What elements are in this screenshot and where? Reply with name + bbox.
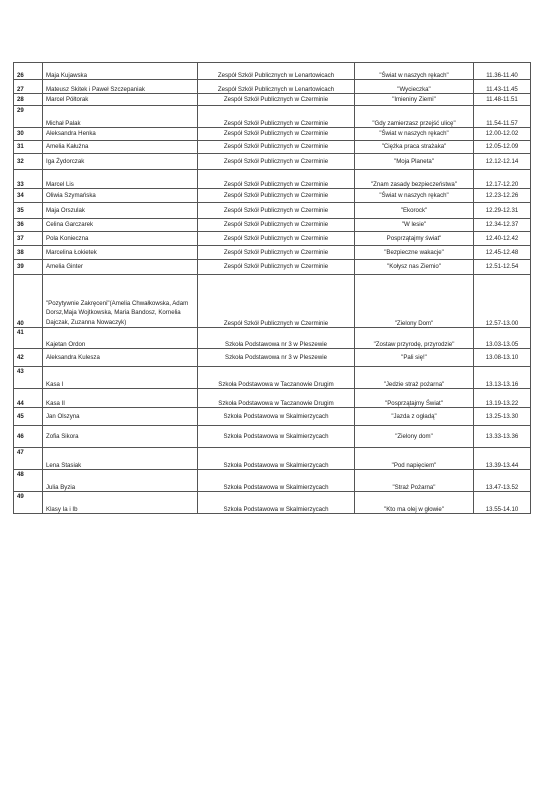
time-slot: 13.13-13.16 — [474, 367, 531, 389]
table-row — [14, 492, 531, 514]
performer-name: Maja Kujawska — [43, 63, 198, 80]
school-name: Zespół Szkół Publicznych w Czerminie — [198, 260, 355, 275]
performer-name: Kasa I — [43, 367, 198, 389]
time-slot: 11.48-11.51 — [474, 94, 531, 106]
performer-name: Aleksandra Kulesza — [43, 349, 198, 367]
performance-title: "Świat w naszych rękach" — [355, 128, 474, 141]
time-slot: 12.57-13.00 — [474, 275, 531, 328]
row-number: 45 — [14, 408, 43, 426]
performance-title: "Ciężka praca strażaka" — [355, 141, 474, 154]
table-row — [14, 349, 531, 367]
row-number: 31 — [14, 141, 43, 154]
table-row — [14, 154, 531, 170]
performance-title: Posprzątajmy świat" — [355, 232, 474, 246]
time-slot: 13.25-13.30 — [474, 408, 531, 426]
school-name: Zespół Szkół Publicznych w Czerminie — [198, 246, 355, 260]
table-row — [14, 260, 531, 275]
row-number: 43 — [14, 367, 43, 389]
row-number: 28 — [14, 94, 43, 106]
performer-name: Zofia Sikora — [43, 426, 198, 448]
school-name: Zespół Szkół Publicznych w Czerminie — [198, 275, 355, 328]
performance-title: "Pali się!" — [355, 349, 474, 367]
school-name: Zespół Szkół Publicznych w Czerminie — [198, 154, 355, 170]
table-row — [14, 275, 531, 328]
performer-name: Amelia Kałużna — [43, 141, 198, 154]
performance-title: "Znam zasady bezpieczeństwa" — [355, 170, 474, 189]
table-row — [14, 141, 531, 154]
row-number: 37 — [14, 232, 43, 246]
performance-title: "Moja Planeta" — [355, 154, 474, 170]
performer-name: Iga Żydorczak — [43, 154, 198, 170]
performance-title: "Posprzątajmy Świat" — [355, 389, 474, 408]
performer-name: Aleksandra Henka — [43, 128, 198, 141]
performance-title: "Imieniny Ziemi" — [355, 94, 474, 106]
school-name: Zespół Szkół Publicznych w Czerminie — [198, 170, 355, 189]
school-name: Zespół Szkół Publicznych w Czerminie — [198, 94, 355, 106]
performer-name: Mateusz Skitek i Paweł Szczepaniak — [43, 80, 198, 94]
performance-title: "Ekorock" — [355, 203, 474, 219]
school-name: Zespół Szkół Publicznych w Czerminie — [198, 232, 355, 246]
table-row — [14, 246, 531, 260]
row-number: 30 — [14, 128, 43, 141]
row-number: 32 — [14, 154, 43, 170]
performance-title: "Gdy zamierzasz przejść ulicę" — [355, 106, 474, 128]
performance-title: "W lesie" — [355, 219, 474, 232]
time-slot: 11.36-11.40 — [474, 63, 531, 80]
row-number: 46 — [14, 426, 43, 448]
row-number: 29 — [14, 106, 43, 128]
performer-name: Oliwia Szymańska — [43, 189, 198, 203]
performer-name: Michał Palak — [43, 106, 198, 128]
row-number: 35 — [14, 203, 43, 219]
performance-title: "Jazda z ogładą" — [355, 408, 474, 426]
time-slot: 12.51-12.54 — [474, 260, 531, 275]
performance-title: "Pod napięciem" — [355, 448, 474, 470]
table-row — [14, 232, 531, 246]
time-slot: 13.55-14.10 — [474, 492, 531, 514]
table-row — [14, 408, 531, 426]
performer-name: "Pozytywnie Zakręceni"(Amelia Chwałkowska, Adam Dorsz,Maja Wojtkowska, Maria Bandosz, Kornelia Dajczak, Zuzanna Nowaczyk) — [43, 275, 198, 328]
table-row — [14, 203, 531, 219]
time-slot: 13.39-13.44 — [474, 448, 531, 470]
row-number: 48 — [14, 470, 43, 492]
time-slot: 12.12-12.14 — [474, 154, 531, 170]
time-slot: 13.33-13.36 — [474, 426, 531, 448]
school-name: Szkoła Podstawowa w Taczanowie Drugim — [198, 389, 355, 408]
performance-title: "Straż Pożarna" — [355, 470, 474, 492]
performance-schedule-table — [13, 62, 531, 514]
school-name: Zespół Szkół Publicznych w Czerminie — [198, 189, 355, 203]
table-row — [14, 367, 531, 389]
performer-name: Kasa II — [43, 389, 198, 408]
performance-title: "Kołysz nas Ziemio" — [355, 260, 474, 275]
time-slot: 11.54-11.57 — [474, 106, 531, 128]
time-slot: 12.34-12.37 — [474, 219, 531, 232]
performer-name: Jan Olszyna — [43, 408, 198, 426]
time-slot: 11.43-11.45 — [474, 80, 531, 94]
school-name: Szkoła Podstawowa nr 3 w Pleszewie — [198, 349, 355, 367]
table-row — [14, 470, 531, 492]
time-slot: 12.23-12.26 — [474, 189, 531, 203]
performance-title: "Wycieczka" — [355, 80, 474, 94]
school-name: Szkoła Podstawowa w Skalmierzycach — [198, 426, 355, 448]
school-name: Zespół Szkół Publicznych w Czerminie — [198, 219, 355, 232]
table-row — [14, 63, 531, 80]
row-number: 44 — [14, 389, 43, 408]
time-slot: 13.19-13.22 — [474, 389, 531, 408]
row-number: 38 — [14, 246, 43, 260]
time-slot: 13.03-13.05 — [474, 328, 531, 349]
time-slot: 12.17-12.20 — [474, 170, 531, 189]
table-row — [14, 189, 531, 203]
row-number: 33 — [14, 170, 43, 189]
performance-title: "Jedzie straż pożarna" — [355, 367, 474, 389]
time-slot: 13.47-13.52 — [474, 470, 531, 492]
school-name: Szkoła Podstawowa w Taczanowie Drugim — [198, 367, 355, 389]
performer-name: Pola Konieczna — [43, 232, 198, 246]
table-row — [14, 94, 531, 106]
performance-title: "Kto ma olej w głowie" — [355, 492, 474, 514]
school-name: Zespół Szkół Publicznych w Czerminie — [198, 203, 355, 219]
school-name: Zespół Szkół Publicznych w Lenartowicach — [198, 63, 355, 80]
time-slot: 13.08-13.10 — [474, 349, 531, 367]
time-slot: 12.45-12.48 — [474, 246, 531, 260]
school-name: Zespół Szkół Publicznych w Lenartowicach — [198, 80, 355, 94]
row-number: 42 — [14, 349, 43, 367]
performer-name: Maja Orszulak — [43, 203, 198, 219]
school-name: Zespół Szkół Publicznych w Czerminie — [198, 128, 355, 141]
school-name: Szkoła Podstawowa w Skalmierzycach — [198, 470, 355, 492]
performer-name: Marcel Lis — [43, 170, 198, 189]
table-row — [14, 106, 531, 128]
table-row — [14, 389, 531, 408]
table-row — [14, 128, 531, 141]
row-number: 26 — [14, 63, 43, 80]
school-name: Zespół Szkół Publicznych w Czerminie — [198, 141, 355, 154]
performance-title: "Bezpieczne wakacje" — [355, 246, 474, 260]
row-number: 36 — [14, 219, 43, 232]
row-number: 40 — [14, 275, 43, 328]
row-number: 41 — [14, 328, 43, 349]
table-row — [14, 170, 531, 189]
school-name: Szkoła Podstawowa w Skalmierzycach — [198, 448, 355, 470]
school-name: Szkoła Podstawowa nr 3 w Pleszewie — [198, 328, 355, 349]
performer-name: Julia Byzia — [43, 470, 198, 492]
performer-name: Klasy Ia i Ib — [43, 492, 198, 514]
school-name: Szkoła Podstawowa w Skalmierzycach — [198, 408, 355, 426]
performance-title: "Zostaw przyrodę, przyrodzie" — [355, 328, 474, 349]
row-number: 49 — [14, 492, 43, 514]
performance-title: "Zielony dom" — [355, 426, 474, 448]
table-row — [14, 426, 531, 448]
performer-name: Kajetan Ordon — [43, 328, 198, 349]
time-slot: 12.40-12.42 — [474, 232, 531, 246]
table-row — [14, 448, 531, 470]
table-row — [14, 219, 531, 232]
row-number: 39 — [14, 260, 43, 275]
performance-title: "Zielony Dom" — [355, 275, 474, 328]
row-number: 47 — [14, 448, 43, 470]
table-row — [14, 328, 531, 349]
performer-name: Marcelina Łokietek — [43, 246, 198, 260]
time-slot: 12.29-12.31 — [474, 203, 531, 219]
performance-title: "Świat w naszych rękach" — [355, 189, 474, 203]
time-slot: 12.05-12.09 — [474, 141, 531, 154]
performer-name: Marcel Półtorak — [43, 94, 198, 106]
school-name: Zespół Szkół Publicznych w Czerminie — [198, 106, 355, 128]
row-number: 34 — [14, 189, 43, 203]
performer-name: Amelia Ginter — [43, 260, 198, 275]
school-name: Szkoła Podstawowa w Skalmierzycach — [198, 492, 355, 514]
row-number: 27 — [14, 80, 43, 94]
performer-name: Lena Stasiak — [43, 448, 198, 470]
performance-title: "Świat w naszych rękach" — [355, 63, 474, 80]
table-row — [14, 80, 531, 94]
performer-name: Celina Garczarek — [43, 219, 198, 232]
time-slot: 12.00-12.02 — [474, 128, 531, 141]
